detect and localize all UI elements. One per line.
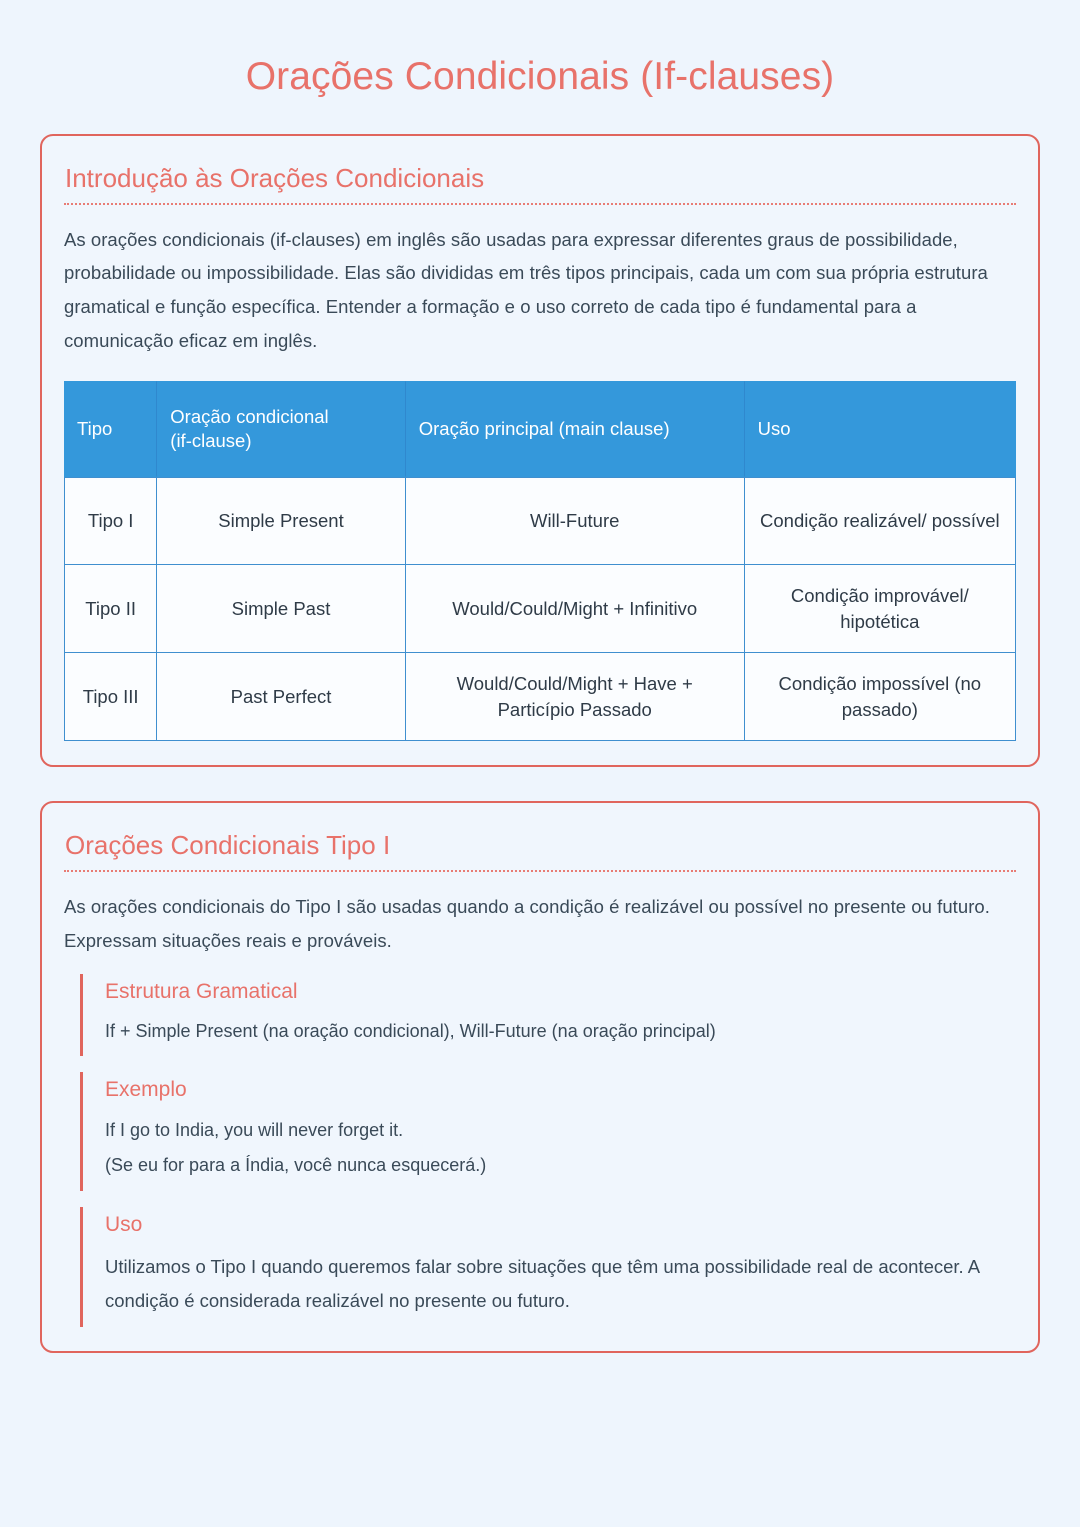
cell-uso: Condição improvável/ hipotética xyxy=(745,565,1016,653)
types-table-wrapper xyxy=(64,381,1016,741)
cell-main-clause: Would/Could/Might + Infinitivo xyxy=(406,565,745,653)
table-header-uso-line1: Uso xyxy=(757,418,791,440)
table-header-main-clause xyxy=(406,381,745,477)
cell-main-clause: Would/Could/Might + Have + Particípio Passado xyxy=(406,653,745,741)
table-header-tipo-line1: Tipo xyxy=(77,418,113,440)
section-paragraph-tipo-i: As orações condicionais do Tipo I são usadas quando a condição é realizável ou possível no presente ou futuro. Expressam situações reais e prováveis. xyxy=(64,896,990,951)
heading-dotted-rule xyxy=(64,870,1016,872)
cell-if-clause: Past Perfect xyxy=(157,653,405,741)
conditional-types-table xyxy=(64,381,1016,741)
subblock-heading: Estrutura Gramatical xyxy=(105,979,298,1003)
table-header-if-clause xyxy=(157,381,405,477)
table-header-tipo xyxy=(64,381,157,477)
subblock-paragraph: Utilizamos o Tipo I quando queremos falar sobre situações que têm uma possibilidade real de acontecer. A condição é considerada realizável no presente ou futuro. xyxy=(105,1255,980,1311)
table-header-if-clause-line2: (if-clause) xyxy=(170,430,252,452)
table-body xyxy=(64,477,1016,741)
subblock-heading: Uso xyxy=(105,1212,143,1236)
cell-if-clause: Simple Present xyxy=(157,477,405,565)
cell-tipo: Tipo I xyxy=(64,477,157,565)
section-heading-tipo-i: Orações Condicionais Tipo I xyxy=(65,830,391,861)
cell-tipo: Tipo III xyxy=(64,653,157,741)
cell-uso: Condição realizável/ possível xyxy=(745,477,1016,565)
subblock-estrutura-gramatical xyxy=(80,974,1016,1057)
subblock-exemplo xyxy=(80,1072,1016,1190)
subblock-line: If + Simple Present (na oração condicional), Will-Future (na oração principal) xyxy=(105,1020,716,1041)
page-title: Orações Condicionais (If-clauses) xyxy=(245,55,835,98)
table-row xyxy=(64,477,1016,565)
table-header-uso xyxy=(745,381,1016,477)
table-row xyxy=(64,653,1016,741)
subblock-line-translation: (Se eu for para a Índia, você nunca esquecerá.) xyxy=(105,1155,487,1176)
section-paragraph-introducao: As orações condicionais (if-clauses) em inglês são usadas para expressar diferentes graus de possibilidade, probabilidade ou impossibilidade. Elas são divididas em três tipos principais, cada um com sua própria estrutura gramatical e função específica. Entender a formação e o uso correto de cada tipo é fundamental para a comunicação eficaz em inglês. xyxy=(64,228,988,351)
table-header-if-clause-line1: Oração condicional xyxy=(170,405,329,427)
table-header-row xyxy=(64,381,1016,477)
subblock-line-english: If I go to India, you will never forget it. xyxy=(105,1119,404,1140)
table-header-main-clause-line1: Oração principal (main clause) xyxy=(418,418,670,440)
table-row xyxy=(64,565,1016,653)
card-introducao xyxy=(40,134,1040,767)
section-heading-introducao: Introdução às Orações Condicionais xyxy=(65,163,485,194)
cell-main-clause: Will-Future xyxy=(406,477,745,565)
card-tipo-i xyxy=(40,801,1040,1353)
subblock-heading: Exemplo xyxy=(105,1078,187,1102)
subblock-uso xyxy=(80,1207,1016,1328)
cell-tipo: Tipo II xyxy=(64,565,157,653)
heading-dotted-rule xyxy=(64,203,1016,205)
table-header-row-group xyxy=(64,381,1016,477)
cell-if-clause: Simple Past xyxy=(157,565,405,653)
cell-uso: Condição impossível (no passado) xyxy=(745,653,1016,741)
